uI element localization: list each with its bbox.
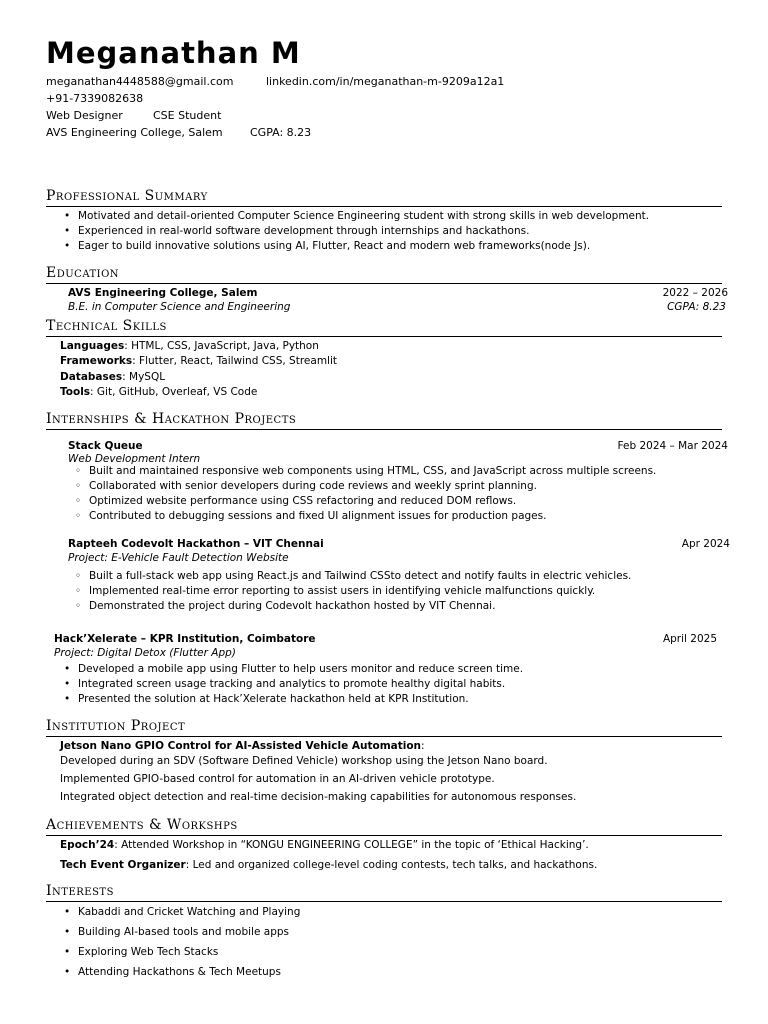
achievement-epoch [60,839,589,851]
role-web-designer: Web Designer [46,109,123,122]
project2-item: ◦ Demonstrated the project during Codevolt hackathon hosted by VIT Chennai. [89,600,495,612]
summary-item: • Motivated and detail-oriented Computer Science Engineering student with strong skills in web development. [78,210,649,222]
project3-item: • Integrated screen usage tracking and analytics to promote healthy digital habits. [78,678,505,690]
project2-item: ◦ Built a full-stack web app using React.js and Tailwind CSSto detect and notify faults in electric vehicles. [89,570,631,582]
skill-label: Frameworks [60,355,133,367]
section-education-title: Education [46,265,722,284]
achievement-text: : Attended Workshop in “KONGU ENGINEERING COLLEGE” in the topic of ‘Ethical Hacking’. [114,839,589,851]
project3-date: April 2025 [662,633,717,645]
institution-line: Implemented GPIO-based control for automation in an AI-driven vehicle prototype. [60,773,495,785]
project2-date: Apr 2024 [681,538,730,550]
project2-name: Rapteeh Codevolt Hackathon – VIT Chennai [68,538,324,550]
achievement-organizer [60,859,597,871]
header-cgpa: CGPA: 8.23 [250,126,312,139]
summary-item: • Experienced in real-world software development through internships and hackathons. [78,225,529,237]
project1-role: Web Development Intern [68,453,201,465]
skill-value: : HTML, CSS, JavaScript, Java, Python [124,340,319,352]
skill-value: : Flutter, React, Tailwind CSS, Streamlit [132,355,337,367]
institution-colon: : [421,740,425,752]
skill-row-tools [60,386,257,398]
section-achievements-title: Achievements & Workshps [46,817,722,836]
education-years: 2022 – 2026 [662,287,728,299]
section-projects-title: Internships & Hackathon Projects [46,411,722,430]
interest-item: • Building AI-based tools and mobile apps [78,926,289,938]
skill-row-frameworks [60,355,337,367]
institution-line: Developed during an SDV (Software Defined Vehicle) workshop using the Jetson Nano board. [60,755,548,767]
skill-row-databases [60,371,165,383]
achievement-label: Epoch’24 [60,839,115,851]
education-school: AVS Engineering College, Salem [68,287,258,299]
candidate-name: Meganathan M [46,36,301,70]
interest-item: • Kabaddi and Cricket Watching and Playing [78,906,300,918]
project1-date: Feb 2024 – Mar 2024 [617,440,728,452]
institution-heading-row [60,740,425,752]
project2-role: Project: E-Vehicle Fault Detection Website [68,552,289,564]
project3-name: Hack’Xelerate – KPR Institution, Coimbatore [54,633,316,645]
email[interactable]: meganathan4448588@gmail.com [46,75,234,88]
header-college: AVS Engineering College, Salem [46,126,223,139]
project1-item: ◦ Collaborated with senior developers during code reviews and weekly sprint planning. [89,480,537,492]
education-degree: B.E. in Computer Science and Engineering [68,301,291,313]
interest-item: • Attending Hackathons & Tech Meetups [78,966,281,978]
achievement-text: : Led and organized college-level coding contests, tech talks, and hackathons. [185,859,598,871]
project3-role: Project: Digital Detox (Flutter App) [54,647,236,659]
skill-row-languages [60,340,319,352]
section-skills-title: Technical Skills [46,318,722,337]
project1-item: ◦ Contributed to debugging sessions and fixed UI alignment issues for production pages. [89,510,546,522]
project1-item: ◦ Built and maintained responsive web components using HTML, CSS, and JavaScript across multiple screens. [89,465,656,477]
institution-line: Integrated object detection and real-time decision-making capabilities for autonomous responses. [60,791,577,803]
interest-item: • Exploring Web Tech Stacks [78,946,218,958]
linkedin-link[interactable]: linkedin.com/in/meganathan-m-9209a12a1 [266,75,505,88]
role-cse-student: CSE Student [153,109,222,122]
project3-item: • Developed a mobile app using Flutter to help users monitor and reduce screen time. [78,663,523,675]
project3-item: • Presented the solution at Hack’Xelerate hackathon held at KPR Institution. [78,693,469,705]
skill-value: : MySQL [122,371,166,383]
education-cgpa: CGPA: 8.23 [667,301,726,313]
section-interests-title: Interests [46,883,722,902]
section-summary-title: Professional Summary [46,188,722,207]
project2-item: ◦ Implemented real-time error reporting to assist users in identifying vehicle malfunctions quickly. [89,585,595,597]
skill-label: Tools [60,386,91,398]
skill-label: Languages [60,340,125,352]
institution-heading: Jetson Nano GPIO Control for AI-Assisted Vehicle Automation [60,740,422,752]
project1-item: ◦ Optimized website performance using CSS refactoring and reduced DOM reflows. [89,495,516,507]
phone: +91-7339082638 [46,92,144,105]
project1-name: Stack Queue [68,440,143,452]
achievement-label: Tech Event Organizer [60,859,186,871]
skill-label: Databases [60,371,123,383]
section-institution-title: Institution Project [46,718,722,737]
summary-item: • Eager to build innovative solutions using AI, Flutter, React and modern web frameworks(node Js). [78,240,590,252]
skill-value: : Git, GitHub, Overleaf, VS Code [90,386,258,398]
